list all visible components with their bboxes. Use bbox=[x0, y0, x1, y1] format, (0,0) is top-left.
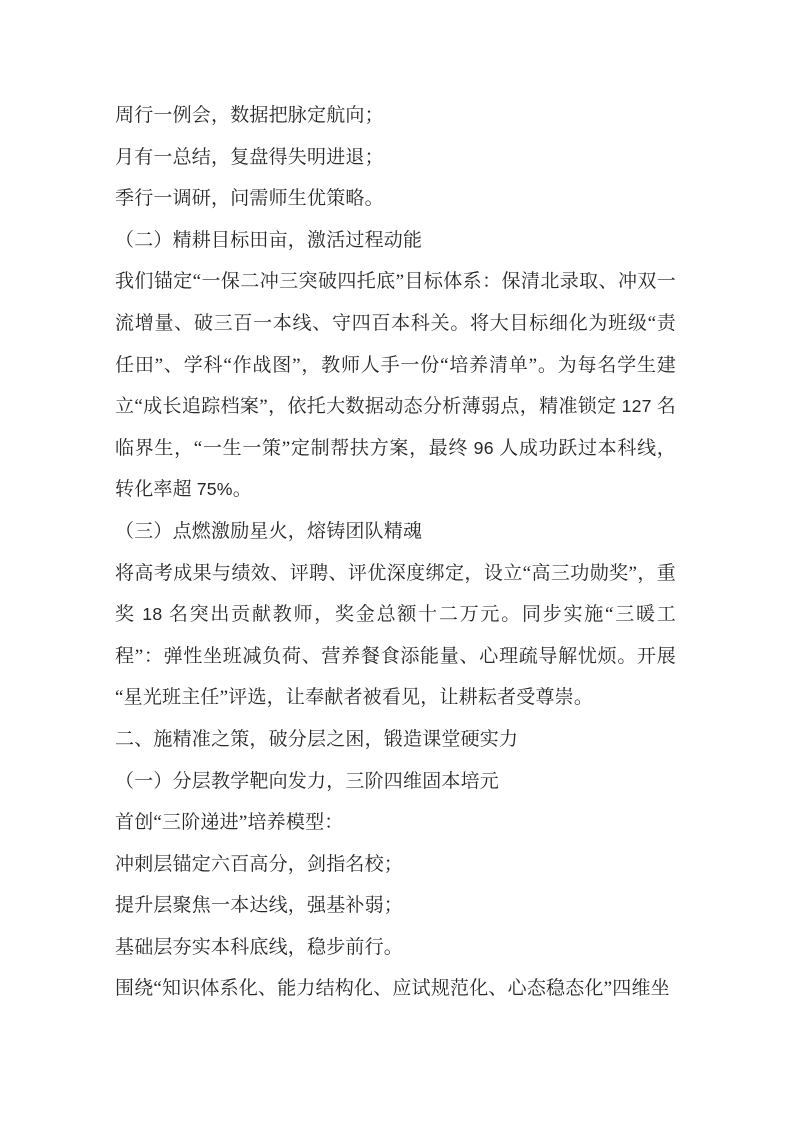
body-line: 季行一调研，问需师生优策略。 bbox=[115, 188, 384, 210]
body-line: 提升层聚焦一本达线，强基补弱； bbox=[115, 895, 404, 917]
document-text-block bbox=[115, 95, 676, 1010]
latin-number: 18 bbox=[142, 604, 163, 625]
body-line: 基础层夯实本科底线，稳步前行。 bbox=[115, 936, 404, 958]
section-heading: 二、施精准之策，破分层之困，锻造课堂硬实力 bbox=[115, 728, 519, 750]
body-line: 冲刺层锚定六百高分，剑指名校； bbox=[115, 853, 404, 875]
subsection-heading: （二）精耕目标田亩，激活过程动能 bbox=[115, 229, 423, 251]
latin-number: 75% bbox=[196, 479, 233, 500]
latin-number: 96 bbox=[473, 437, 494, 458]
body-paragraph: 我们锚定“一保二冲三突破四托底”目标体系：保清北录取、冲双一流增量、破三百一本线、守四百本科关。将大目标细化为班级“责任田”、学科“作战图”，教师人手一份“培养清单”。为每名学生建立“成长追踪档案”，依托大数据动态分析薄弱点，精准锁定 127 名临界生，“一生一策”定制帮扶方案，最终 96 人成功跃过本科线，转化率超 75%。 bbox=[115, 271, 676, 501]
subsection-heading: （三）点燃激励星火，熔铸团队精魂 bbox=[115, 520, 423, 542]
body-line: 周行一例会，数据把脉定航向； bbox=[115, 105, 384, 126]
body-paragraph: 围绕“知识体系化、能力结构化、应试规范化、心态稳态化”四维坐 bbox=[115, 978, 670, 1000]
body-line: 月有一总结，复盘得失明进退； bbox=[115, 146, 384, 168]
latin-number: 127 bbox=[621, 396, 652, 417]
subsection-heading: （一）分层教学靶向发力，三阶四维固本培元 bbox=[115, 770, 500, 792]
body-paragraph: 将高考成果与绩效、评聘、评优深度绑定，设立“高三功勋奖”，重奖 18 名突出贡献教师，奖金总额十二万元。同步实施“三暖工程”：弹性坐班减负荷、营养餐食添能量、心理疏导解忧烦。开展“星光班主任”评选，让奉献者被看见，让耕耘者受尊崇。 bbox=[115, 562, 676, 709]
body-line: 首创“三阶递进”培养模型： bbox=[115, 812, 344, 834]
